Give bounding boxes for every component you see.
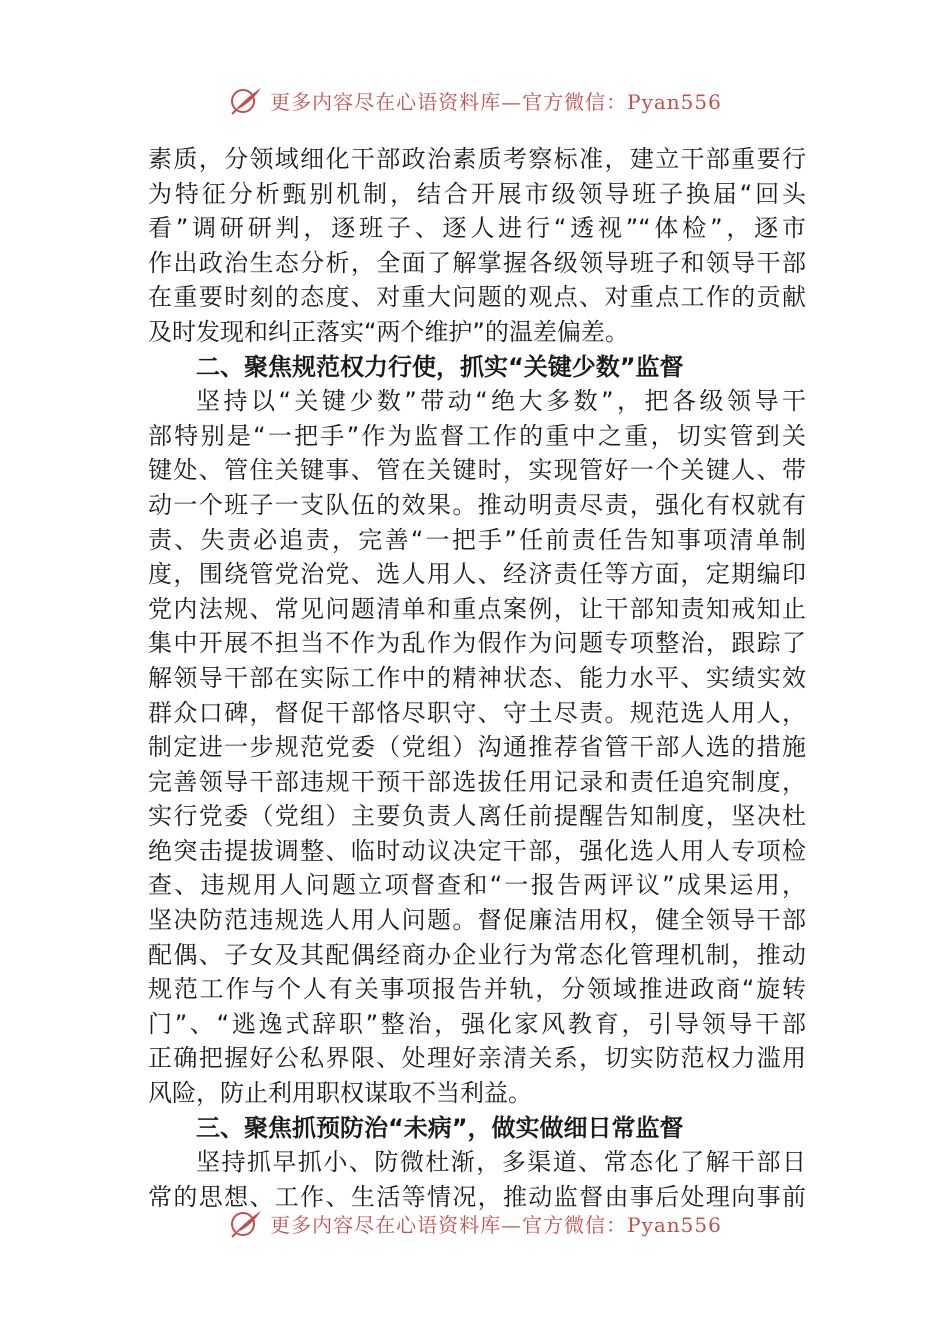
text-line: 度，围绕管党治党、选人用人、经济责任等方面，定期编印: [148, 560, 806, 589]
text-line: 群众口碑，督促干部恪尽职守、守土尽责。规范选人用人，: [148, 698, 806, 727]
text-line: 部特别是“一把手”作为监督工作的重中之重，切实管到关: [148, 421, 806, 450]
text-line: 动一个班子一支队伍的效果。推动明责尽责，强化有权就有: [148, 490, 806, 519]
document-body: [148, 142, 806, 1214]
text-line: 完善领导干部违规干预干部选拔任用记录和责任追究制度，: [148, 767, 806, 796]
text-line: 门”、“逃逸式辞职”整治，强化家风教育，引导领导干部: [148, 1009, 806, 1038]
text-line: 解领导干部在实际工作中的精神状态、能力水平、实绩实效: [148, 663, 806, 692]
text-line: 集中开展不担当不作为乱作为假作为问题专项整治，跟踪了: [148, 629, 806, 658]
text-line: 实行党委（党组）主要负责人离任前提醒告知制度，坚决杜: [148, 802, 806, 831]
section-heading: 二、聚焦规范权力行使，抓实“关键少数”监督: [196, 352, 684, 381]
watermark-text: 更多内容尽在心语资料库—官方微信：Pyan556: [270, 1212, 722, 1237]
quill-logo-icon: [228, 85, 264, 115]
text-line: 看”调研研判，逐班子、逐人进行“透视”“体检”，逐市: [148, 214, 806, 243]
quill-logo-icon: [228, 1208, 264, 1238]
text-line: 查、违规用人问题立项督查和“一报告两评议”成果运用，: [148, 871, 806, 900]
text-line: 责、失责必追责，完善“一把手”任前责任告知事项清单制: [148, 525, 806, 554]
text-line: 制定进一步规范党委（党组）沟通推荐省管干部人选的措施: [148, 733, 806, 762]
text-line: 为特征分析甄别机制，结合开展市级领导班子换届“回头: [148, 179, 806, 208]
header-watermark: [0, 80, 950, 120]
section-heading: 三、聚焦抓预防治“未病”，做实做细日常监督: [196, 1113, 684, 1142]
text-line: 配偶、子女及其配偶经商办企业行为常态化管理机制，推动: [148, 940, 806, 969]
text-line: 绝突击提拔调整、临时动议决定干部，强化选人用人专项检: [148, 836, 806, 865]
text-line: 在重要时刻的态度、对重大问题的观点、对重点工作的贡献: [148, 283, 806, 312]
text-line: 常的思想、工作、生活等情况，推动监督由事后处理向事前: [148, 1182, 806, 1211]
text-line: 党内法规、常见问题清单和重点案例，让干部知责知戒知止: [148, 594, 806, 623]
text-line: 素质，分领域细化干部政治素质考察标准，建立干部重要行: [148, 145, 806, 173]
text-line: 风险，防止利用职权谋取不当利益。: [148, 1079, 532, 1108]
text-line: 坚决防范违规选人用人问题。督促廉洁用权，健全领导干部: [148, 906, 806, 935]
text-line: 正确把握好公私界限、处理好亲清关系，切实防范权力滥用: [148, 1044, 806, 1073]
text-line: 坚持抓早抓小、防微杜渐，多渠道、常态化了解干部日: [196, 1148, 806, 1177]
text-line: 规范工作与个人有关事项报告并轨，分领域推进政商“旋转: [148, 975, 806, 1004]
text-line: 及时发现和纠正落实“两个维护”的温差偏差。: [148, 317, 629, 346]
footer-watermark: [0, 1203, 950, 1243]
text-line: 键处、管住关键事、管在关键时，实现管好一个关键人、带: [148, 456, 806, 485]
text-line: 坚持以“关键少数”带动“绝大多数”，把各级领导干: [196, 387, 806, 416]
text-line: 作出政治生态分析，全面了解掌握各级领导班子和领导干部: [148, 248, 806, 277]
watermark-text: 更多内容尽在心语资料库—官方微信：Pyan556: [270, 89, 722, 114]
